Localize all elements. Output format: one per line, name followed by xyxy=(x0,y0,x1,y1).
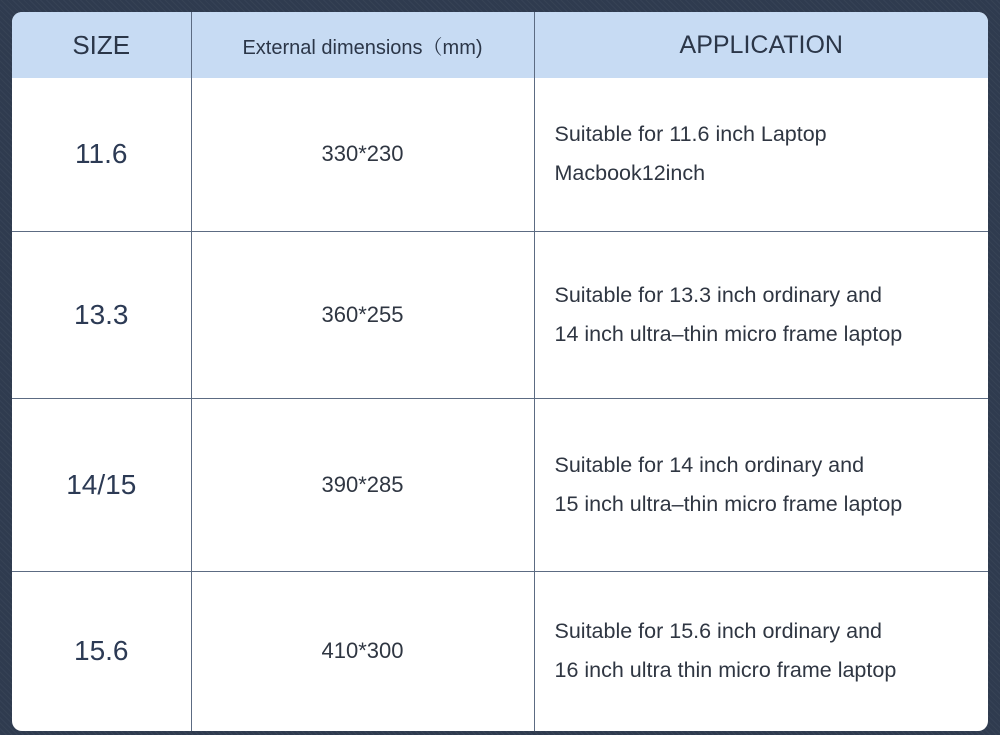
application-line: Macbook12inch xyxy=(554,161,706,186)
header-external-dimensions: External dimensions（mm) xyxy=(191,12,534,78)
application-line: 16 inch ultra thin micro frame laptop xyxy=(554,658,897,683)
dimensions-cell: 330*230 xyxy=(191,78,534,231)
application-cell xyxy=(534,78,988,231)
size-cell: 13.3 xyxy=(12,231,191,398)
table-row xyxy=(12,231,988,398)
application-line: Suitable for 15.6 inch ordinary and xyxy=(554,619,882,644)
table-row xyxy=(12,571,988,731)
size-table-card xyxy=(12,12,988,731)
dimensions-cell: 390*285 xyxy=(191,398,534,571)
application-cell xyxy=(534,398,988,571)
application-line: Suitable for 13.3 inch ordinary and xyxy=(554,282,882,307)
size-chart-table xyxy=(12,12,988,731)
size-cell: 11.6 xyxy=(12,78,191,231)
header-application: APPLICATION xyxy=(534,12,988,78)
dimensions-cell: 360*255 xyxy=(191,231,534,398)
application-line: 14 inch ultra–thin micro frame laptop xyxy=(554,321,903,346)
table-row xyxy=(12,78,988,231)
dimensions-cell: 410*300 xyxy=(191,571,534,731)
application-line: Suitable for 14 inch ordinary and xyxy=(554,452,865,477)
size-cell: 15.6 xyxy=(12,571,191,731)
application-cell xyxy=(534,571,988,731)
application-cell xyxy=(534,231,988,398)
table-row xyxy=(12,398,988,571)
application-line: 15 inch ultra–thin micro frame laptop xyxy=(554,491,903,516)
application-line: Suitable for 11.6 inch Laptop xyxy=(554,122,827,147)
size-cell: 14/15 xyxy=(12,398,191,571)
table-header-row xyxy=(12,12,988,78)
header-size: SIZE xyxy=(12,12,191,78)
